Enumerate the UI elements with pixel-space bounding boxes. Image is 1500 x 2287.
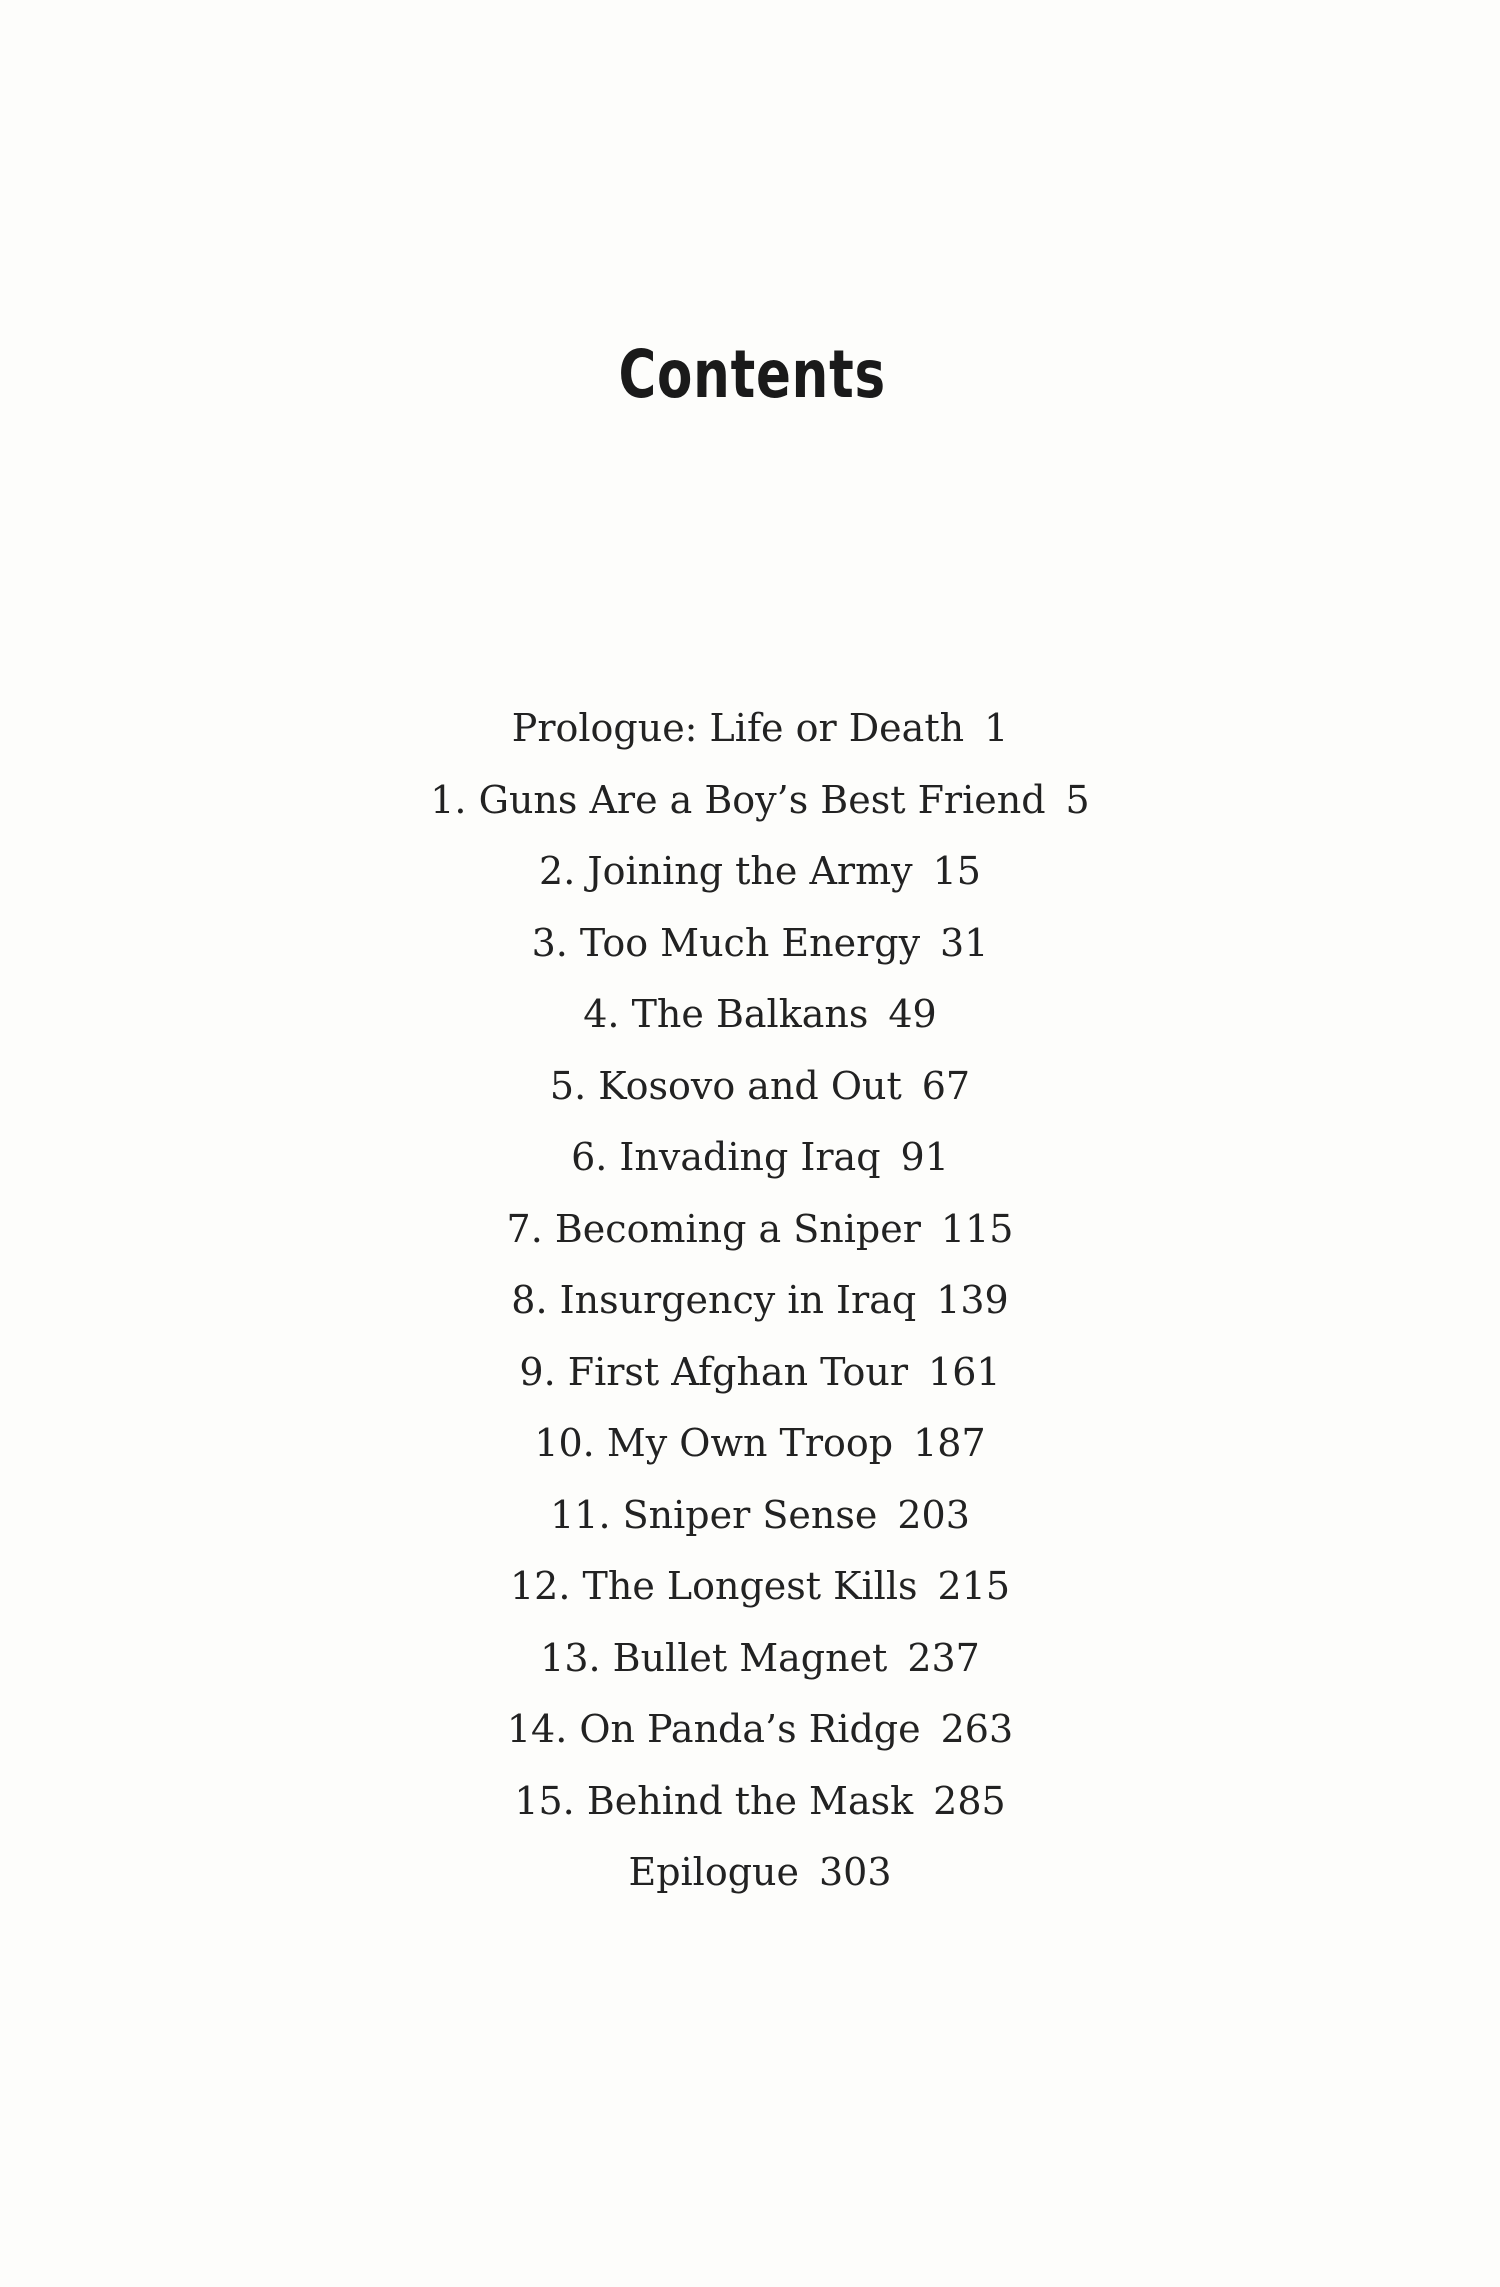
toc-entry-page: 139 [936, 1278, 1009, 1322]
page-title: Contents [618, 336, 886, 413]
toc-entry[interactable] [0, 1413, 1500, 1485]
toc-entry-page: 91 [900, 1135, 949, 1179]
toc-entry[interactable] [0, 770, 1500, 842]
toc-entry-label: Prologue: Life or Death [511, 706, 965, 750]
toc-entry-page: 303 [819, 1850, 892, 1894]
toc-entry-label: Epilogue [628, 1850, 799, 1894]
toc-entry-label: 13. Bullet Magnet [540, 1635, 888, 1680]
toc-entry[interactable] [0, 1699, 1500, 1771]
toc-entry-page: 263 [940, 1707, 1014, 1751]
toc-entry[interactable] [0, 1485, 1500, 1557]
toc-entry[interactable] [0, 1771, 1500, 1843]
toc-entry-page: 215 [937, 1564, 1011, 1608]
toc-entry-label: 7. Becoming a Sniper [506, 1206, 921, 1251]
toc-entry[interactable] [0, 1127, 1500, 1199]
toc-entry[interactable] [0, 1270, 1500, 1342]
toc-entry-label: 3. Too Much Energy [531, 920, 921, 965]
toc-entry-label: 11. Sniper Sense [550, 1492, 878, 1537]
toc-entry[interactable] [0, 913, 1500, 985]
toc-entry-label: 14. On Panda’s Ridge [506, 1707, 921, 1751]
toc-entry-label: 15. Behind the Mask [514, 1778, 914, 1823]
toc-entry-label: 10. My Own Troop [534, 1421, 894, 1465]
toc-entry-page: 49 [888, 992, 937, 1036]
toc-entry-label: 12. The Longest Kills [509, 1564, 918, 1608]
toc-entry-page: 285 [933, 1778, 1006, 1823]
toc-entry-page: 5 [1065, 777, 1090, 822]
toc-entry[interactable] [0, 1556, 1500, 1628]
toc-entry[interactable] [0, 698, 1500, 770]
toc-entry[interactable] [0, 1628, 1500, 1700]
toc-entry-label: 6. Invading Iraq [571, 1135, 881, 1179]
toc-entry-label: 8. Insurgency in Iraq [511, 1278, 917, 1322]
toc-entry[interactable] [0, 1056, 1500, 1128]
toc-entry[interactable] [0, 841, 1500, 913]
toc-entry-label: 1. Guns Are a Boy’s Best Friend [430, 777, 1046, 822]
toc-entry[interactable] [0, 1342, 1500, 1414]
table-of-contents [0, 698, 1500, 1914]
toc-entry[interactable] [0, 1199, 1500, 1271]
toc-entry[interactable] [0, 984, 1500, 1056]
toc-entry-page: 203 [897, 1492, 970, 1537]
toc-entry-label: 5. Kosovo and Out [549, 1063, 902, 1108]
toc-entry-page: 15 [932, 849, 981, 893]
toc-entry[interactable] [0, 1842, 1500, 1914]
toc-entry-page: 67 [921, 1063, 971, 1108]
toc-entry-label: 2. Joining the Army [539, 849, 913, 893]
toc-entry-page: 237 [907, 1635, 980, 1680]
toc-entry-page: 115 [940, 1206, 1014, 1251]
toc-entry-page: 31 [940, 920, 989, 965]
toc-entry-label: 4. The Balkans [583, 992, 869, 1036]
toc-entry-page: 161 [928, 1349, 1001, 1394]
toc-entry-page: 1 [984, 706, 1009, 750]
toc-entry-page: 187 [913, 1421, 986, 1465]
toc-entry-label: 9. First Afghan Tour [519, 1349, 909, 1394]
